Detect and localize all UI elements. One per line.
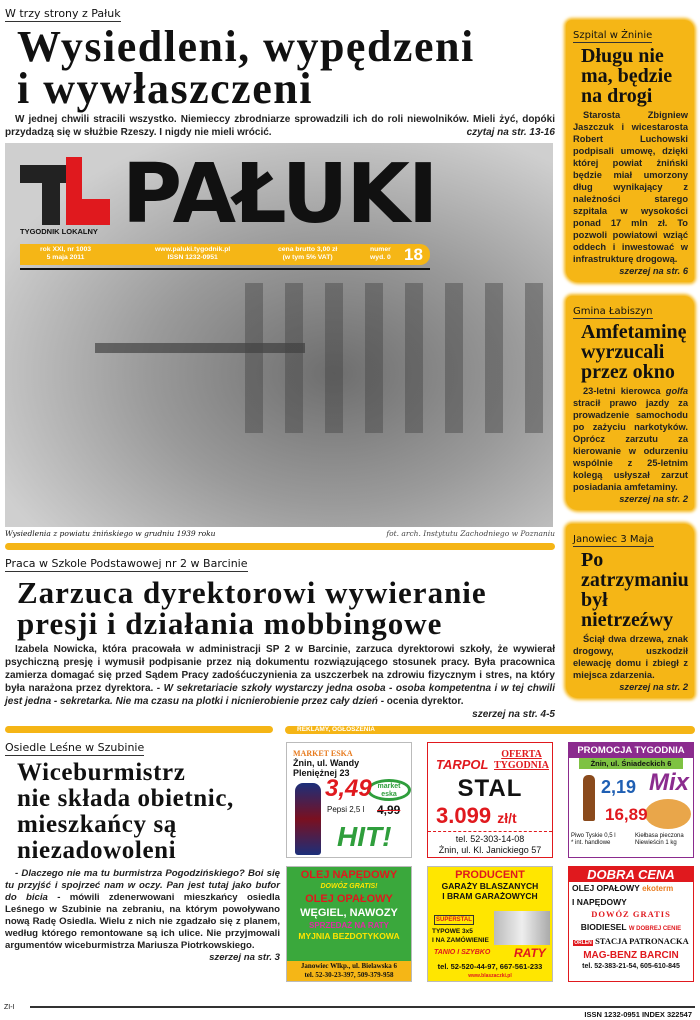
ad-garaze[interactable] <box>427 866 553 982</box>
read-more-link[interactable]: szerzej na str. 2 <box>619 494 688 504</box>
sidebar-1-kicker: Gmina Łabiszyn <box>573 306 653 317</box>
ads-promo-title: PROMOCJA TYGODNIA <box>569 743 693 758</box>
ads-market-hit: HIT! <box>337 821 392 852</box>
story2-quote: W sekretariacie szkoły wystarczy jedna osoba - osoba kompetentna i w tej chwili jest jedna - sekretarka. Nie ma czasu na plotki i nicnierobienie przez cały dzień <box>5 683 555 707</box>
top-story-lead <box>5 113 555 139</box>
ads-promo-product-1: Piwo Tyskie 0,5 l <box>571 833 616 839</box>
tarpol-logo: TARPOL <box>436 757 489 772</box>
ads-olej-line-3: OLEJ OPAŁOWY <box>305 893 393 905</box>
ads-olej-phone: tel. 52-30-23-397, 509-379-958 <box>304 971 394 979</box>
masthead-date: 5 maja 2011 <box>46 254 85 261</box>
ads-olej-line-1: OLEJ NAPĘDOWY <box>300 869 398 881</box>
decoration <box>155 246 230 262</box>
decoration <box>42 165 60 225</box>
ads-promo-price-2: 16,89 <box>605 805 648 824</box>
decoration <box>428 831 552 856</box>
story2-tail: - ocenia dyrektor. <box>377 696 464 707</box>
masthead-title: PAŁUKI <box>122 147 437 242</box>
ads-garaze-line-2: GARAŻY BLASZANYCH <box>441 881 539 891</box>
footer-rule <box>30 1006 695 1008</box>
ads-market-address-2: Pleniężnej 23 <box>293 768 350 778</box>
sidebar-headline: Po zatrzymaniu był nietrzeźwy <box>581 549 689 631</box>
ad-tarpol[interactable] <box>427 742 553 858</box>
tl-logo <box>20 157 110 239</box>
photo-people-shape <box>245 283 545 433</box>
sidebar-2-kicker: Janowiec 3 Maja <box>573 534 654 545</box>
ad-market-eska[interactable] <box>286 742 412 858</box>
ads-tarpol-address: Żnin, ul. Kl. Janickiego 57 <box>438 845 542 855</box>
story2-headline-1: Zarzuca dyrektorowi wywieranie <box>17 575 487 610</box>
read-more-link[interactable]: szerzej na str. 2 <box>619 682 688 692</box>
decoration <box>571 833 616 847</box>
story3-body <box>5 868 280 964</box>
ads-dobra-line-1: OLEJ OPAŁOWY <box>572 883 640 893</box>
decoration <box>370 246 391 262</box>
top-story-lead: W jednej chwili stracili wszystko. Niemieccy zbrodniarze sprowadzili ich do roli niewolników. Mieli żyć, dopóki przydadzą się w służbie Rzeszy. I nigdy nie mieli wrócić. <box>5 114 555 138</box>
masthead-website: www.paluki.tygodnik.pl <box>155 246 231 253</box>
ads-dobra-line-6: MAG-BENZ BARCIN <box>583 949 679 961</box>
ads-dobra-line-4: BIODIESEL <box>580 921 627 932</box>
ads-garaze-line-3: I BRAM GARAŻOWYCH <box>442 891 538 901</box>
photo-caption-row <box>5 529 555 539</box>
story3-body: - mówili zdenerwowani mieszkańcy osiedla Leśnego w Szubinie na zebraniu, na którym powoływano nową Radę Osiedla. Wielu z nich nie zgadzało się z planem, według którego remontowane są ich ulice. Nie przyjmowali argumentów wiceburmistrza Mariusza Piotrkowskiego. <box>5 892 280 951</box>
masthead-vat: (w tym 5% VAT) <box>282 254 333 261</box>
issn-index: ISSN 1232-0951 INDEX 322547 <box>584 1010 692 1019</box>
story3-quote: - Dlaczego nie ma tu burmistrza Pogodzińskiego? Boi się tu przyjść i spojrzeć nam w oczy. Pan jest tutaj jako bufor do bicia <box>5 868 280 903</box>
ads-dobra-line-5: STACJA PATRONACKA <box>595 936 689 946</box>
decoration <box>436 803 517 829</box>
ads-grid <box>286 742 694 982</box>
story3-kicker <box>5 738 280 756</box>
ads-promo-brand: Mix <box>649 769 690 796</box>
sidebar-headline: Długu nie ma, będzie na drogi <box>581 45 673 107</box>
story3-headline-4: niezadowoleni <box>17 837 177 864</box>
read-more-link[interactable]: czytaj na str. 13-16 <box>466 127 555 138</box>
ads-dobra-line-3: DOWÓZ GRATIS <box>591 909 671 919</box>
price: 3,49 <box>325 775 372 802</box>
decoration <box>278 246 337 262</box>
ads-header: REKLAMY, OGŁOSZENIA <box>285 726 695 734</box>
ads-olej-line-5: SPRZEDAŻ NA RATY <box>309 921 389 930</box>
photo-credit: fot. arch. Instytutu Zachodniego w Poznaniu <box>386 529 555 538</box>
story3-headline-3: mieszkańcy są <box>17 811 177 838</box>
top-story-kicker: W trzy strony z Pałuk <box>5 7 121 20</box>
historical-photo <box>5 143 553 527</box>
ads-garaze-web: www.blaszaczki.pl <box>468 973 512 979</box>
story3-headline[interactable] <box>17 760 280 864</box>
masthead-info-bar <box>20 244 430 265</box>
issue-number: 18 <box>404 245 423 264</box>
decoration <box>569 921 693 936</box>
ads-market-product: Pepsi 2,5 l <box>327 805 365 814</box>
masthead-subtitle: TYGODNIK LOKALNY <box>20 227 98 236</box>
story3-headline-2: nie składa obietnic, <box>17 785 234 812</box>
beer-bottle-icon <box>583 775 595 821</box>
sidebar-story[interactable] <box>566 296 694 510</box>
sausage-icon <box>645 799 691 829</box>
ads-promo-product-2-note: Niewieścin 1 kg <box>635 840 677 846</box>
ads-garaze-raty: RATY <box>514 946 546 960</box>
ads-promo-product-2: Kiełbasa pieczona <box>635 833 684 839</box>
photo-caption: Wysiedlenia z powiatu żnińskiego w grudniu 1939 roku <box>5 529 216 538</box>
ads-header-row <box>5 726 695 734</box>
story3 <box>5 738 280 964</box>
ads-promo-product-1-note: * int. handlowe <box>571 840 611 846</box>
sidebar-2-body: Ściął dwa drzewa, znak drogowy, uszkodził elewację domu i zbiegł z miejsca zdarzenia. <box>573 634 688 680</box>
ads-dobra-line-4b: W DOBREJ CENIE <box>628 925 682 932</box>
decoration <box>601 777 636 798</box>
story3-kicker: Osiedle Leśne w Szubinie <box>5 741 145 754</box>
ad-dobra-cena[interactable] <box>568 866 694 982</box>
masthead-year-issue: rok XXI, nr 1003 <box>40 246 92 253</box>
ad-promocja-mix[interactable] <box>568 742 694 858</box>
masthead-issn: ISSN 1232-0951 <box>167 254 218 261</box>
orlen-logo: ORLEN <box>574 940 592 946</box>
ads-dobra-brand: ekoterm <box>642 884 674 893</box>
headline-line: i wywłaszczeni <box>17 64 313 113</box>
headline-line: Wysiedleni, wypędzeni <box>17 22 475 71</box>
ads-promo-address: Żnin, ul. Śniadeckich 6 <box>579 758 683 769</box>
ads-garaze-line-6: TANIO I SZYBKO <box>434 949 491 956</box>
story2-headline-2: presji i działania mobbingowe <box>17 606 443 641</box>
bottom-section <box>5 738 695 982</box>
sidebar-headline: Amfetaminę wyrzucali przez okno <box>581 321 687 383</box>
ads-tarpol-offer-2: TYGODNIA <box>494 760 550 771</box>
masthead-number-label: numer <box>370 246 391 253</box>
decoration <box>287 961 411 981</box>
ads-tarpol-offer-1: OFERTA <box>501 749 542 760</box>
masthead-price: cena brutto 3,00 zł <box>278 246 338 253</box>
read-more-link[interactable]: szerzej na str. 3 <box>209 952 280 963</box>
decoration <box>494 749 549 771</box>
masthead-edition: wyd. 0 <box>370 254 391 261</box>
ads-garaze-line-4: TYPOWE 3x5 <box>432 928 473 935</box>
sidebar-1-body-pre: 23-letni kierowca <box>583 386 666 396</box>
ads-tarpol-product: STAL <box>457 775 523 802</box>
ads-garaze-line-1: PRODUCENT <box>455 869 525 881</box>
ads-garaze-brand: SUPERSTAL <box>436 917 472 923</box>
ads-garaze-phone: tel. 52-520-44-97, 667-561-233 <box>437 962 543 971</box>
ad-olej-napedowy[interactable] <box>286 866 412 982</box>
sidebar-0-body: Starosta Zbigniew Jaszczuk i wicestarosta Robert Luchowski podpisali umowę, dzięki której powiat żniński będzie miał umorzony dług wynikający z należności starego szpitala w wysokości ponad 17 mln zł. To pozwoli powiatowi wziąć oddech i inwestować w infrastrukturę drogową. <box>573 110 688 264</box>
sidebar-0-kicker: Szpital w Żninie <box>573 30 653 41</box>
ads-olej-line-6: MYJNIA BEZDOTYKOWA <box>298 931 400 941</box>
story2-kicker: Praca w Szkole Podstawowej nr 2 w Barcinie <box>5 557 248 570</box>
ads-dobra-phone: tel. 52-383-21-54, 605-610-845 <box>582 963 680 970</box>
ads-market-address-1: Żnin, ul. Wandy <box>293 758 360 768</box>
section-divider <box>5 543 555 550</box>
garage-image <box>494 911 550 945</box>
ads-market-name: MARKET ESKA <box>293 749 353 758</box>
sidebar <box>566 20 694 698</box>
decoration <box>66 199 110 225</box>
decoration <box>569 882 693 896</box>
decoration <box>40 246 91 262</box>
ads-dobra-title: DOBRA CENA <box>569 867 693 882</box>
ads-olej-address: Janowiec Wlkp., ul. Bielawska 6 <box>300 962 398 970</box>
decoration <box>569 935 693 950</box>
page-code: ZI-I <box>4 1004 15 1011</box>
read-more-link[interactable]: szerzej na str. 4-5 <box>472 709 555 720</box>
sidebar-story[interactable] <box>566 20 694 282</box>
ads-tarpol-price: 3.099 <box>436 803 492 828</box>
pepsi-bottle-icon <box>295 783 321 855</box>
ads-garaze-line-5: I NA ZAMÓWIENIE <box>432 937 489 944</box>
ads-tarpol-unit: zł/t <box>497 810 517 826</box>
decoration <box>635 833 684 847</box>
ads-promo-price-1: 2,19 <box>601 777 637 797</box>
sidebar-1-body: stracił prawo jazdy za prowadzenie samochodu po zażyciu narkotyków. Oprócz zarzutu za kierowanie w odurzeniu wspólnie z 25-letnim kolegą usłyszał zarzut posiadania amfetaminy. <box>573 398 688 492</box>
ads-olej-line-2: DOWÓZ GRATIS! <box>320 883 378 890</box>
read-more-link[interactable]: szerzej na str. 6 <box>619 266 688 276</box>
story2-body: Izabela Nowicka, która pracowała w administracji SP 2 w Barcinie, zarzuca dyrektorowi szkoły, że wywierał psychiczną presję i wymusił podpisanie przez nią dokumentu rozwiązującego stosunek pracy. Była pracownica zamierza domagać się przed Sądem Pracy zadośćuczynienia za uszczerbek na zdrowiu fizycznym i stres, na który była narażona przez dyrektora. - <box>5 644 555 694</box>
ads-tarpol-phone: tel. 52-303-14-08 <box>455 834 525 844</box>
sidebar-story[interactable] <box>566 524 694 698</box>
section-divider <box>5 726 273 733</box>
decoration <box>432 927 489 945</box>
decoration <box>573 385 688 493</box>
story3-headline-1: Wiceburmistrz <box>17 759 186 786</box>
masthead-rule <box>20 268 430 270</box>
sidebar-1-body-italic: golfa <box>665 386 688 396</box>
story2-body <box>5 643 555 721</box>
ads-market-old-price: 4,99 <box>377 803 401 817</box>
ads-dobra-line-2: I NAPĘDOWY <box>572 896 627 907</box>
ads-olej-line-4: WĘGIEL, NAWOZY <box>300 907 398 919</box>
market-eska-logo: market eska <box>367 779 411 801</box>
